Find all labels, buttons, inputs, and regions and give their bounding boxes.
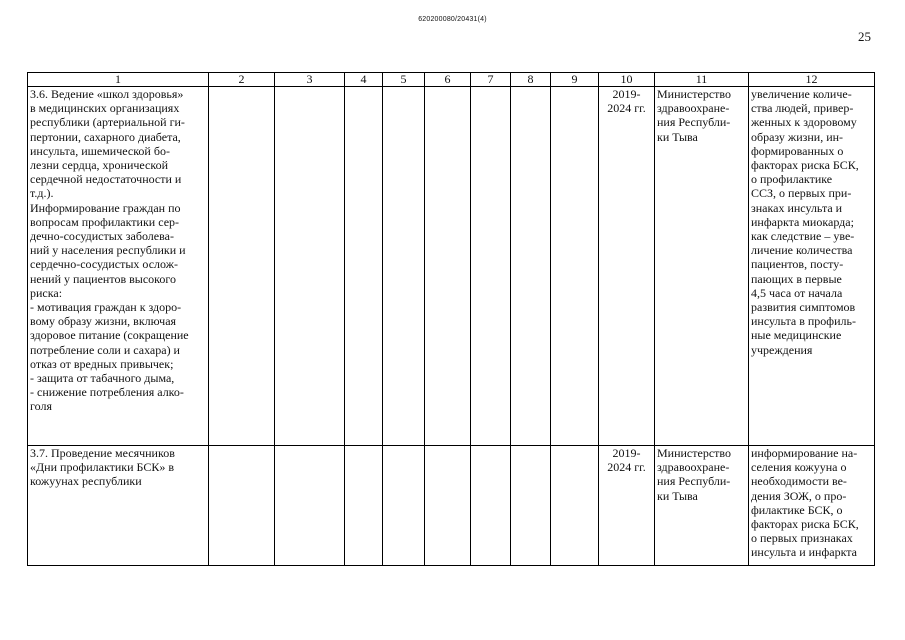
empty-cell — [511, 87, 551, 446]
responsible-cell: Министерство здравоохране- ния Республи- ки Тыва — [655, 446, 749, 566]
column-header: 8 — [511, 73, 551, 87]
column-number-row — [28, 73, 875, 87]
empty-cell — [551, 446, 599, 566]
empty-cell — [345, 446, 383, 566]
column-header: 7 — [471, 73, 511, 87]
empty-cell — [471, 87, 511, 446]
column-header: 2 — [209, 73, 275, 87]
column-header: 5 — [383, 73, 425, 87]
measures-table — [27, 72, 875, 566]
empty-cell — [209, 446, 275, 566]
empty-cell — [425, 87, 471, 446]
empty-cell — [511, 446, 551, 566]
column-header: 3 — [275, 73, 345, 87]
column-header: 11 — [655, 73, 749, 87]
empty-cell — [425, 446, 471, 566]
measure-description: 3.7. Проведение месячников «Дни профилактики БСК» в кожуунах республики — [28, 446, 209, 566]
column-header: 1 — [28, 73, 209, 87]
responsible-cell: Министерство здравоохране- ния Республи- ки Тыва — [655, 87, 749, 446]
empty-cell — [551, 87, 599, 446]
empty-cell — [383, 446, 425, 566]
empty-cell — [383, 87, 425, 446]
column-header: 10 — [599, 73, 655, 87]
page-number: 25 — [858, 29, 871, 44]
column-header: 12 — [749, 73, 875, 87]
period-cell: 2019- 2024 гг. — [599, 446, 655, 566]
empty-cell — [275, 446, 345, 566]
measure-description: 3.6. Ведение «школ здоровья» в медицинских организациях республики (артериальной ги- пертонии, сахарного диабета, инсульта, ишемической бо- лезни сердца, хронической сердечной недостаточности и т.д.). Информирование граждан по вопросам профилактики сер- дечно-сосудистых заболева- ний у населения республики и сердечно-сосудистых ослож- нений у пациентов высокого риска: - мотивация граждан к здоро- вому образу жизни, включая здоровое питание (сокращение потребление соли и сахара) и отказ от вредных привычек; - защита от табачного дыма, - снижение потребления алко- голя — [28, 87, 209, 446]
empty-cell — [471, 446, 511, 566]
empty-cell — [345, 87, 383, 446]
empty-cell — [209, 87, 275, 446]
document-id: 620200080/20431(4) — [418, 16, 487, 23]
column-header: 4 — [345, 73, 383, 87]
table-row — [28, 87, 875, 446]
period-cell: 2019- 2024 гг. — [599, 87, 655, 446]
empty-cell — [275, 87, 345, 446]
result-cell: информирование на- селения кожууна о необходимости ве- дения ЗОЖ, о про- филактике БСК, о факторах риска БСК, о первых признаках инсульта и инфаркта — [749, 446, 875, 566]
table-row — [28, 446, 875, 566]
column-header: 6 — [425, 73, 471, 87]
column-header: 9 — [551, 73, 599, 87]
result-cell: увеличение количе- ства людей, привер- женных к здоровому образу жизни, ин- формированных о факторах риска БСК, о профилактике ССЗ, о первых при- знаках инсульта и инфаркта миокарда; как следствие – уве- личение количества пациентов, посту- пающих в первые 4,5 часа от начала развития симптомов инсульта в профиль- ные медицинские учреждения — [749, 87, 875, 446]
